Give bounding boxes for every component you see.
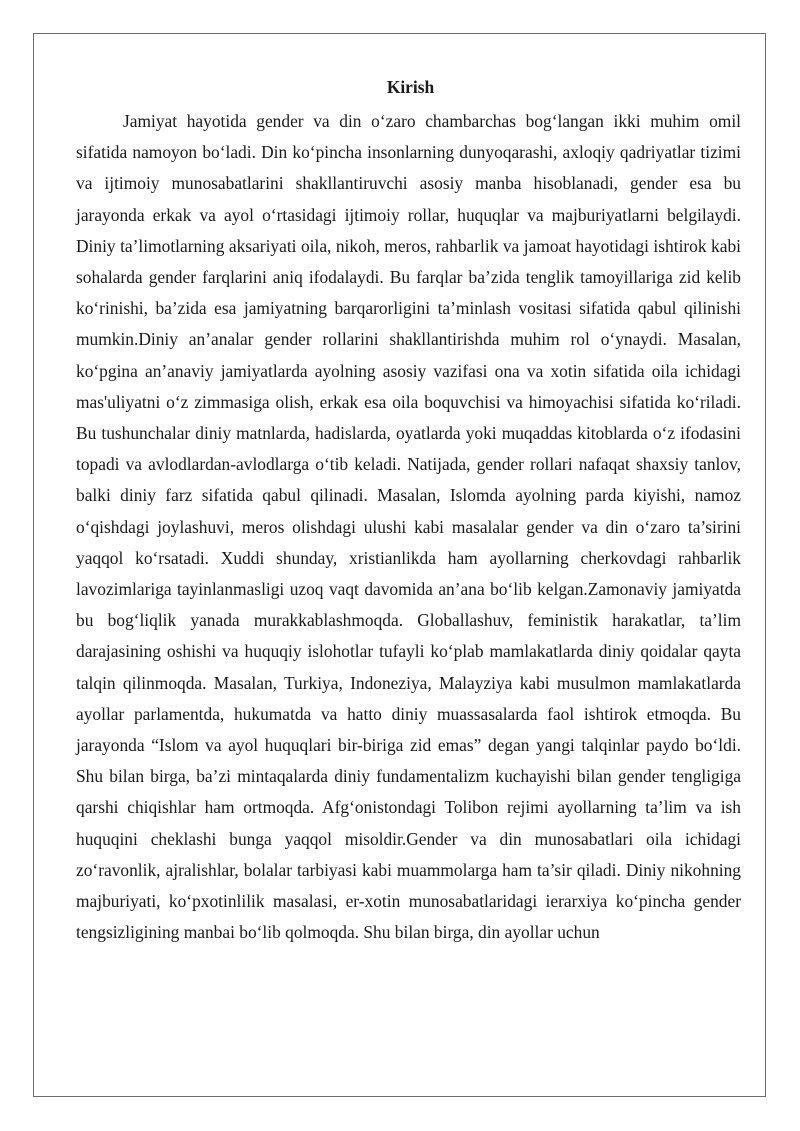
body-paragraph: Jamiyat hayotida gender va din o‘zaro chambarchas bog‘langan ikki muhim omil sifatida namoyon bo‘ladi. Din ko‘pincha insonlarning dunyoqarashi, axloqiy qadriyatlar tizimi va ijtimoiy munosabatlarini shakllantiruvchi asosiy manba hisoblanadi, gender esa bu jarayonda erkak va ayol o‘rtasidagi ijtimoiy rollar, huquqlar va majburiyatlarni belgilaydi. Diniy ta’limotlarning aksariyati oila, nikoh, meros, rahbarlik va jamoat hayotidagi ishtirok kabi sohalarda gender farqlarini aniq ifodalaydi. Bu farqlar ba’zida tenglik tamoyillariga zid kelib ko‘rinishi, ba’zida esa jamiyatning barqarorligini ta’minlash vositasi sifatida qabul qilinishi mumkin.Diniy an’analar gender rollarini shakllantirishda muhim rol o‘ynaydi. Masalan, ko‘pgina an’anaviy jamiyatlarda ayolning asosiy vazifasi ona va xotin sifatida oila ichidagi mas'uliyatni o‘z zimmasiga olish, erkak esa oila boquvchisi va himoyachisi sifatida ko‘riladi. Bu tushunchalar diniy matnlarda, hadislarda, oyatlarda yoki muqaddas kitoblarda o‘z ifodasini topadi va avlodlardan-avlodlarga o‘tib keladi. Natijada, gender rollari nafaqat shaxsiy tanlov, balki diniy farz sifatida qabul qilinadi. Masalan, Islomda ayolning parda kiyishi, namoz o‘qishdagi joylashuvi, meros olishdagi ulushi kabi masalalar gender va din o‘zaro ta’sirini yaqqol ko‘rsatadi. Xuddi shunday, xristianlikda ham ayollarning cherkovdagi rahbarlik lavozimlariga tayinlanmasligi uzoq vaqt davomida an’ana bo‘lib kelgan.Zamonaviy jamiyatda bu bog‘liqlik yanada murakkablashmoqda. Globallashuv, feministik harakatlar, ta’lim darajasining oshishi va huquqiy islohotlar tufayli ko‘plab mamlakatlarda diniy qoidalar qayta talqin qilinmoqda. Masalan, Turkiya, Indoneziya, Malayziya kabi musulmon mamlakatlarda ayollar parlamentda, hukumatda va hatto diniy muassasalarda faol ishtirok etmoqda. Bu jarayonda “Islom va ayol huquqlari bir-biriga zid emas” degan yangi talqinlar paydo bo‘ldi. Shu bilan birga, ba’zi mintaqalarda diniy fundamentalizm kuchayishi bilan gender tengligiga qarshi chiqishlar ham ortmoqda. Afg‘onistondagi Tolibon rejimi ayollarning ta’lim va ish huquqini cheklashi bunga yaqqol misoldir.Gender va din munosabatlari oila ichidagi zo‘ravonlik, ajralishlar, bolalar tarbiyasi kabi muammolarga ham ta’sir qiladi. Diniy nikohning majburiyati, ko‘pxotinlilik masalasi, er-xotin munosabatlaridagi ierarxiya ko‘pincha gender tengsizligining manbai bo‘lib qolmoqda. Shu bilan birga, din ayollar uchun <box>76 111 741 943</box>
document-title: Kirish <box>386 77 435 97</box>
document-content <box>76 76 741 948</box>
